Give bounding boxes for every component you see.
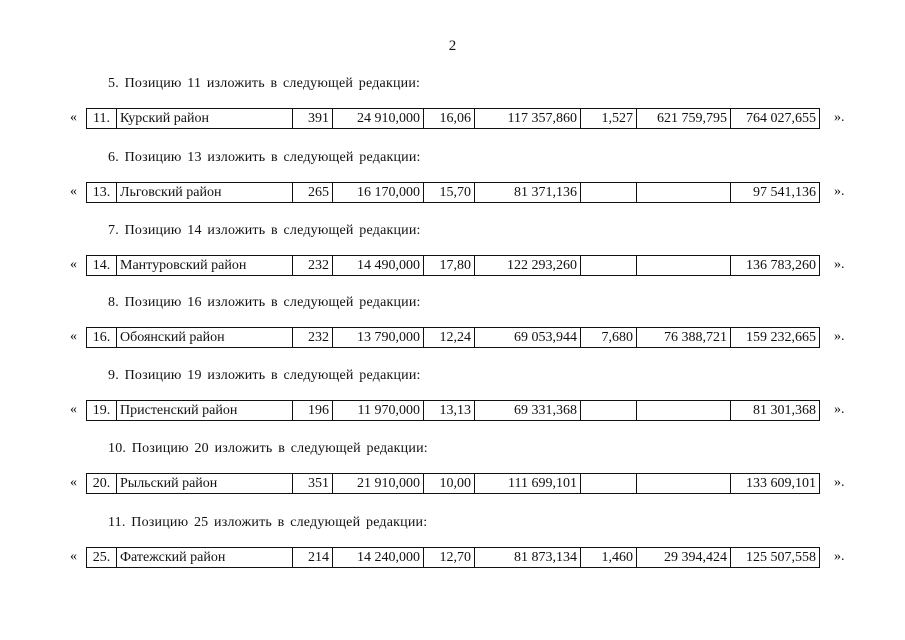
table-row bbox=[87, 548, 820, 568]
cell-value-2: 13 790,000 bbox=[333, 328, 424, 348]
cell-district-name: Рыльский район bbox=[117, 474, 293, 494]
cell-value-3: 12,70 bbox=[424, 548, 475, 568]
amendment-instruction: 8. Позицию 16 изложить в следующей редакции: bbox=[108, 295, 421, 310]
cell-value-4: 69 053,944 bbox=[475, 328, 581, 348]
cell-value-5: 1,460 bbox=[581, 548, 637, 568]
position-row-wrap bbox=[70, 547, 870, 567]
amendment-block bbox=[0, 76, 905, 138]
cell-value-6 bbox=[637, 183, 731, 203]
closing-quote: ». bbox=[834, 402, 845, 417]
opening-quote: « bbox=[70, 110, 77, 125]
cell-district-name: Фатежский район bbox=[117, 548, 293, 568]
table-row bbox=[87, 183, 820, 203]
cell-district-name: Мантуровский район bbox=[117, 256, 293, 276]
cell-value-5: 7,680 bbox=[581, 328, 637, 348]
page-number: 2 bbox=[448, 38, 457, 54]
cell-total: 125 507,558 bbox=[731, 548, 820, 568]
cell-value-6 bbox=[637, 256, 731, 276]
position-table bbox=[86, 327, 820, 348]
cell-position-number: 14. bbox=[87, 256, 117, 276]
cell-value-3: 13,13 bbox=[424, 401, 475, 421]
cell-value-5 bbox=[581, 256, 637, 276]
opening-quote: « bbox=[70, 257, 77, 272]
amendment-block bbox=[0, 368, 905, 430]
cell-position-number: 11. bbox=[87, 109, 117, 129]
amendment-instruction: 11. Позицию 25 изложить в следующей редакции: bbox=[108, 515, 428, 530]
cell-position-number: 25. bbox=[87, 548, 117, 568]
position-table bbox=[86, 473, 820, 494]
position-row-wrap bbox=[70, 327, 870, 347]
closing-quote: ». bbox=[834, 257, 845, 272]
cell-value-1: 351 bbox=[293, 474, 333, 494]
table-row bbox=[87, 256, 820, 276]
position-row-wrap bbox=[70, 108, 870, 128]
cell-value-4: 81 873,134 bbox=[475, 548, 581, 568]
amendment-block bbox=[0, 223, 905, 285]
cell-total: 97 541,136 bbox=[731, 183, 820, 203]
cell-position-number: 13. bbox=[87, 183, 117, 203]
cell-total: 133 609,101 bbox=[731, 474, 820, 494]
cell-district-name: Пристенский район bbox=[117, 401, 293, 421]
position-table bbox=[86, 400, 820, 421]
cell-district-name: Обоянский район bbox=[117, 328, 293, 348]
cell-value-5 bbox=[581, 474, 637, 494]
cell-value-2: 16 170,000 bbox=[333, 183, 424, 203]
cell-value-3: 17,80 bbox=[424, 256, 475, 276]
opening-quote: « bbox=[70, 184, 77, 199]
position-table bbox=[86, 108, 820, 129]
cell-position-number: 19. bbox=[87, 401, 117, 421]
cell-total: 764 027,655 bbox=[731, 109, 820, 129]
cell-value-3: 16,06 bbox=[424, 109, 475, 129]
cell-value-5: 1,527 bbox=[581, 109, 637, 129]
cell-value-1: 232 bbox=[293, 328, 333, 348]
cell-value-3: 12,24 bbox=[424, 328, 475, 348]
table-row bbox=[87, 109, 820, 129]
closing-quote: ». bbox=[834, 475, 845, 490]
cell-value-4: 111 699,101 bbox=[475, 474, 581, 494]
position-table bbox=[86, 182, 820, 203]
position-table bbox=[86, 547, 820, 568]
cell-value-6 bbox=[637, 474, 731, 494]
amendment-instruction: 10. Позицию 20 изложить в следующей редакции: bbox=[108, 441, 428, 456]
amendment-instruction: 9. Позицию 19 изложить в следующей редакции: bbox=[108, 368, 421, 383]
cell-value-2: 11 970,000 bbox=[333, 401, 424, 421]
amendment-instruction: 5. Позицию 11 изложить в следующей редакции: bbox=[108, 76, 421, 91]
table-row bbox=[87, 401, 820, 421]
cell-value-5 bbox=[581, 183, 637, 203]
closing-quote: ». bbox=[834, 329, 845, 344]
cell-value-2: 24 910,000 bbox=[333, 109, 424, 129]
cell-value-6 bbox=[637, 401, 731, 421]
cell-district-name: Льговский район bbox=[117, 183, 293, 203]
table-row bbox=[87, 328, 820, 348]
cell-value-1: 196 bbox=[293, 401, 333, 421]
amendment-instruction: 7. Позицию 14 изложить в следующей редакции: bbox=[108, 223, 421, 238]
amendment-block bbox=[0, 515, 905, 577]
position-row-wrap bbox=[70, 182, 870, 202]
cell-position-number: 16. bbox=[87, 328, 117, 348]
cell-total: 159 232,665 bbox=[731, 328, 820, 348]
cell-value-1: 265 bbox=[293, 183, 333, 203]
cell-value-4: 122 293,260 bbox=[475, 256, 581, 276]
position-row-wrap bbox=[70, 400, 870, 420]
cell-district-name: Курский район bbox=[117, 109, 293, 129]
position-row-wrap bbox=[70, 473, 870, 493]
closing-quote: ». bbox=[834, 184, 845, 199]
opening-quote: « bbox=[70, 549, 77, 564]
closing-quote: ». bbox=[834, 110, 845, 125]
opening-quote: « bbox=[70, 475, 77, 490]
cell-value-1: 391 bbox=[293, 109, 333, 129]
cell-value-1: 214 bbox=[293, 548, 333, 568]
cell-value-2: 14 240,000 bbox=[333, 548, 424, 568]
amendment-block bbox=[0, 295, 905, 357]
cell-value-6: 621 759,795 bbox=[637, 109, 731, 129]
cell-total: 81 301,368 bbox=[731, 401, 820, 421]
position-table bbox=[86, 255, 820, 276]
cell-value-2: 21 910,000 bbox=[333, 474, 424, 494]
cell-value-3: 10,00 bbox=[424, 474, 475, 494]
cell-total: 136 783,260 bbox=[731, 256, 820, 276]
cell-value-4: 117 357,860 bbox=[475, 109, 581, 129]
cell-value-4: 69 331,368 bbox=[475, 401, 581, 421]
table-row bbox=[87, 474, 820, 494]
opening-quote: « bbox=[70, 402, 77, 417]
amendment-block bbox=[0, 150, 905, 212]
cell-value-3: 15,70 bbox=[424, 183, 475, 203]
cell-value-4: 81 371,136 bbox=[475, 183, 581, 203]
cell-value-2: 14 490,000 bbox=[333, 256, 424, 276]
cell-value-1: 232 bbox=[293, 256, 333, 276]
amendment-instruction: 6. Позицию 13 изложить в следующей редакции: bbox=[108, 150, 421, 165]
position-row-wrap bbox=[70, 255, 870, 275]
cell-position-number: 20. bbox=[87, 474, 117, 494]
cell-value-6: 76 388,721 bbox=[637, 328, 731, 348]
amendment-block bbox=[0, 441, 905, 503]
closing-quote: ». bbox=[834, 549, 845, 564]
cell-value-6: 29 394,424 bbox=[637, 548, 731, 568]
opening-quote: « bbox=[70, 329, 77, 344]
cell-value-5 bbox=[581, 401, 637, 421]
